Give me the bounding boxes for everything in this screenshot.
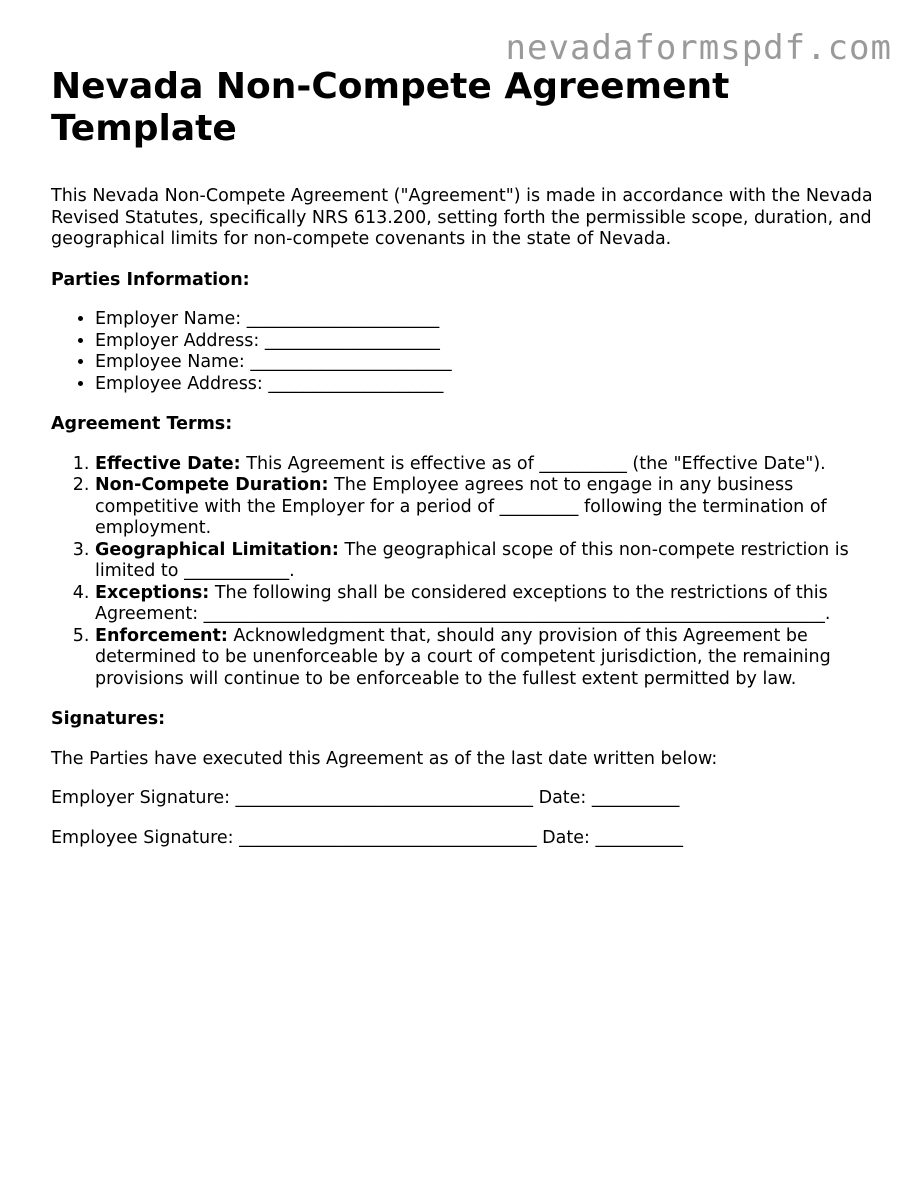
employee-signature-line: Employee Signature: __________________________________ Date: __________ [51,827,683,848]
term-geographical-limitation [95,540,881,583]
term-title: Geographical Limitation: [95,539,339,560]
term-text: The following shall be considered exceptions to the restrictions of this Agreement: _______________________________________________________________________. [95,582,831,624]
page-title: Nevada Non-Compete Agreement Template [51,66,730,149]
term-text: The geographical scope of this non-compete restriction is limited to ____________. [95,539,849,581]
intro-paragraph: This Nevada Non-Compete Agreement ("Agreement") is made in accordance with the Nevada Revised Statutes, specifically NRS 613.200, setting forth the permissible scope, duration, and geographical limits for non-compete covenants in the state of Nevada. [51,186,873,249]
terms-heading: Agreement Terms: [51,414,233,434]
document-page [51,66,881,849]
term-text: The Employee agrees not to engage in any business competitive with the Employer for a period of _________ following the termination of employment. [95,475,827,538]
term-exceptions [95,583,881,626]
terms-list [51,454,881,691]
term-non-compete-duration [95,475,881,540]
parties-item-employer-address: • Employer Address: ____________________ [95,331,881,353]
parties-heading: Parties Information: [51,269,250,290]
term-title: Enforcement: [95,625,228,646]
signatures-statement: The Parties have executed this Agreement as of the last date written below: [51,748,718,769]
term-title: Non-Compete Duration: [95,475,329,495]
parties-item-employee-address: • Employee Address: ____________________ [95,374,881,396]
parties-item-employer-name: • Employer Name: ______________________ [95,309,881,331]
term-title: Effective Date: [95,453,241,474]
term-enforcement [95,626,881,691]
watermark: nevadaformspdf.com [505,28,892,68]
parties-list [51,309,881,395]
employer-signature-line: Employer Signature: __________________________________ Date: __________ [51,788,680,808]
term-text: This Agreement is effective as of __________ (the "Effective Date"). [240,453,826,474]
term-effective-date [95,454,881,476]
signatures-heading: Signatures: [51,709,166,729]
term-text: Acknowledgment that, should any provision of this Agreement be determined to be unenforceable by a court of competent jurisdiction, the remaining provisions will continue to be enforceable to the fullest extent permitted by law. [95,625,831,689]
term-title: Exceptions: [95,582,210,603]
parties-item-employee-name: • Employee Name: _______________________ [95,352,881,374]
